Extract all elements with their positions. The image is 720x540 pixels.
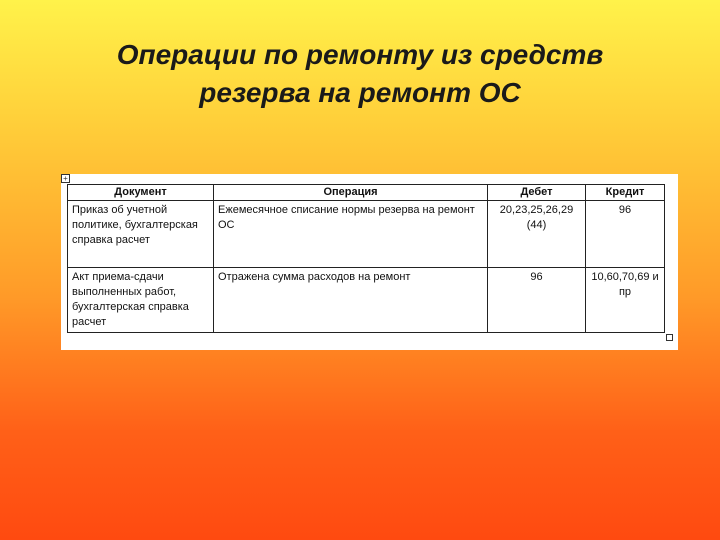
cell-operation: Отражена сумма расходов на ремонт [214, 268, 488, 333]
table-row [68, 268, 665, 333]
operations-table [67, 184, 665, 333]
table-resize-handle-icon[interactable] [666, 334, 673, 341]
cell-document: Акт приема-сдачи выполненных работ, бухгалтерская справка расчет [68, 268, 214, 333]
header-debit: Дебет [488, 185, 586, 201]
slide-title-line-2: резерва на ремонт ОС [199, 77, 521, 108]
cell-debit: 96 [488, 268, 586, 333]
cell-operation: Ежемесячное списание нормы резерва на ремонт ОС [214, 201, 488, 268]
header-document: Документ [68, 185, 214, 201]
slide-title-line-1: Операции по ремонту из средств [116, 39, 604, 70]
cell-credit: 10,60,70,69 и пр [586, 268, 665, 333]
header-credit: Кредит [586, 185, 665, 201]
embedded-table-object[interactable] [61, 174, 678, 350]
table-row [68, 201, 665, 268]
cell-credit: 96 [586, 201, 665, 268]
cell-debit: 20,23,25,26,29 (44) [488, 201, 586, 268]
slide-title [0, 36, 720, 112]
table-move-handle-icon[interactable]: + [61, 174, 70, 183]
header-operation: Операция [214, 185, 488, 201]
table-header-row [68, 185, 665, 201]
cell-document: Приказ об учетной политике, бухгалтерская справка расчет [68, 201, 214, 268]
